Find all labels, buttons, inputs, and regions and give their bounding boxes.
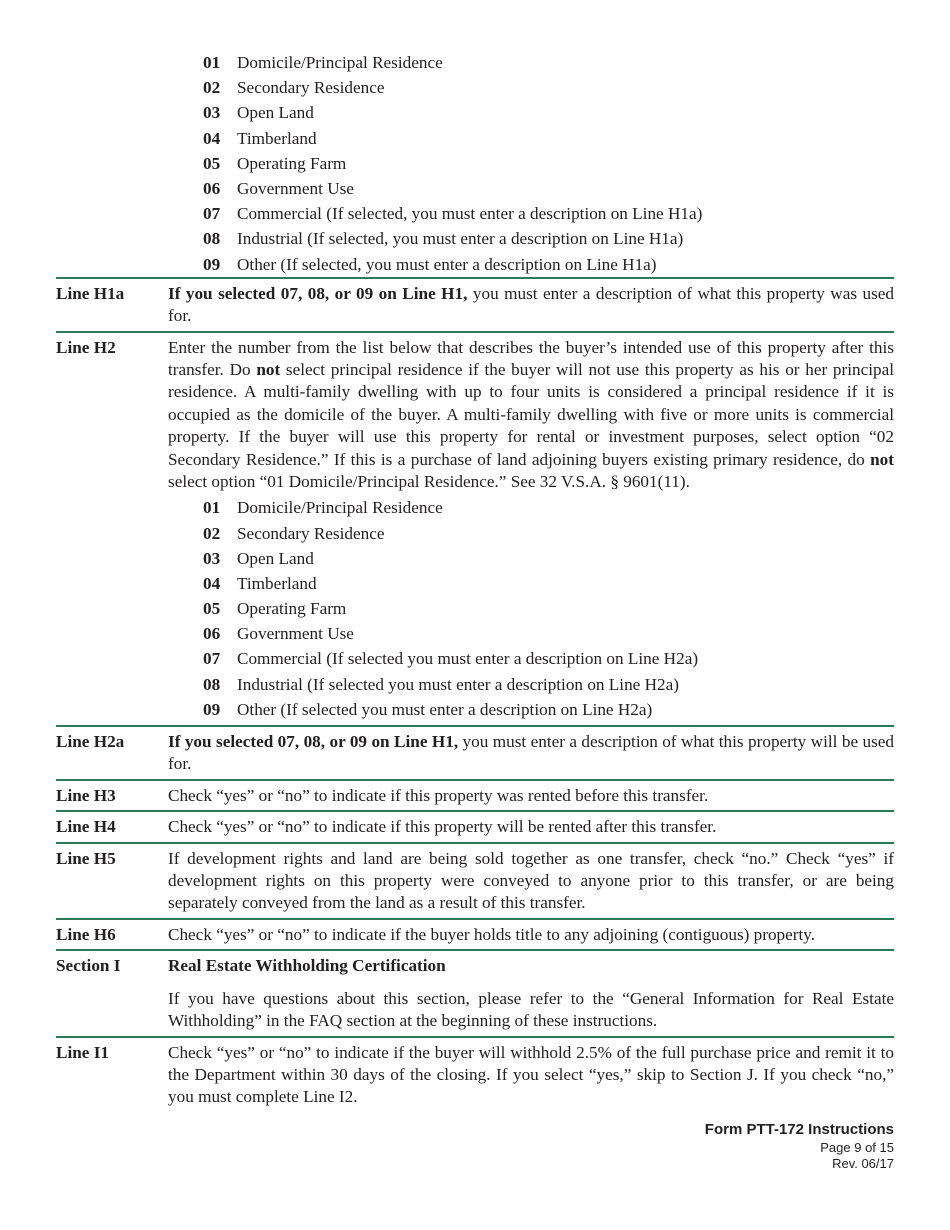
line-description: Check “yes” or “no” to indicate if this property will be rented after this transfer. — [168, 817, 717, 837]
section-text: If you have questions about this section, please refer to the “General Information for Real Estate Withholding” in the FAQ section at the beginning of these instructions. — [168, 988, 894, 1031]
revision: Rev. 06/17 — [832, 1156, 894, 1171]
section-label: Section I — [56, 956, 121, 976]
line-description — [168, 283, 894, 328]
list-item: 09 Other (If selected, you must enter a description on Line H1a) — [203, 254, 657, 274]
body-text: select principal residence if the buyer will not use this property as his or her principal residence. A multi-family dwelling with up to four units is considered a principal residence if it is occupied as the domicile of the buyer. A multi-family dwelling with five or more units is commercial property. If the buyer will use this property for rental or investment purposes, select option “02 Secondary Residence.” If this is a purchase of land adjoining buyers existing primary residence, do — [168, 359, 894, 469]
list-item: 08 Industrial (If selected, you must enter a description on Line H1a) — [203, 229, 684, 249]
line-label: Line H2a — [56, 732, 125, 752]
list-item: 02 Secondary Residence — [203, 523, 385, 543]
list-item: 09 Other (If selected you must enter a description on Line H2a) — [203, 699, 653, 719]
list-item: 05 Operating Farm — [203, 599, 347, 619]
bold-text: If you selected 07, 08, or 09 on Line H1, — [168, 732, 459, 752]
list-item: 05 Operating Farm — [203, 153, 347, 173]
body-text: you must enter a description of what this property was used for. — [168, 283, 895, 326]
list-item: 01 Domicile/Principal Residence — [203, 498, 443, 518]
body-text: select option “01 Domicile/Principal Residence.” See 32 V.S.A. § 9601(11). — [168, 471, 690, 491]
line-description — [168, 337, 894, 723]
section-title: Real Estate Withholding Certification — [168, 956, 446, 976]
page-number: Page 9 of 15 — [820, 1140, 894, 1155]
instructions-page — [56, 50, 894, 1112]
list-item: 04 Timberland — [203, 128, 317, 148]
bold-text: not — [870, 449, 894, 469]
bold-text: not — [256, 359, 281, 379]
line-h6 — [56, 918, 894, 949]
list-item: 06 Government Use — [203, 624, 354, 644]
line-label: Line H4 — [56, 817, 116, 837]
h1-use-list — [203, 50, 894, 277]
line-h3 — [56, 779, 894, 810]
line-description — [168, 731, 894, 776]
line-h2a — [56, 725, 894, 779]
list-item: 04 Timberland — [203, 573, 317, 593]
line-description: If development rights and land are being sold together as one transfer, check “no.” Check “yes” if development rights on this property were conveyed to anyone prior to this transfer, or are being separately conveyed from the land as a result of this transfer. — [168, 848, 894, 913]
list-item: 03 Open Land — [203, 548, 314, 568]
list-item: 07 Commercial (If selected you must enter a description on Line H2a) — [203, 649, 699, 669]
line-label: Line H1a — [56, 283, 125, 303]
list-item: 06 Government Use — [203, 178, 354, 198]
list-item: 01 Domicile/Principal Residence — [203, 53, 443, 72]
form-title: Form PTT-172 Instructions — [704, 1121, 894, 1138]
h2-use-list — [203, 495, 894, 722]
line-label: Line H6 — [56, 924, 116, 944]
page-footer — [705, 1120, 894, 1172]
line-description: Check “yes” or “no” to indicate if this property was rented before this transfer. — [168, 785, 709, 805]
section-i — [56, 949, 894, 1035]
line-h4 — [56, 810, 894, 841]
section-description — [168, 955, 894, 1032]
line-h2 — [56, 331, 894, 726]
list-item: 07 Commercial (If selected, you must enter a description on Line H1a) — [203, 204, 703, 224]
line-label: Line I1 — [56, 1042, 110, 1062]
line-label: Line H5 — [56, 848, 116, 868]
line-h1a — [56, 277, 894, 331]
line-description: Check “yes” or “no” to indicate if the buyer will withhold 2.5% of the full purchase price and remit it to the Department within 30 days of the closing. If you select “yes,” skip to Section J. If you check “no,” you must complete Line I2. — [168, 1042, 894, 1107]
body-text: Enter the number from the list below that describes the buyer’s intended use of this property after this transfer. Do — [168, 337, 894, 379]
list-item: 08 Industrial (If selected you must enter a description on Line H2a) — [203, 674, 679, 694]
bold-text: If you selected 07, 08, or 09 on Line H1, — [168, 283, 468, 303]
list-item: 02 Secondary Residence — [203, 78, 385, 98]
list-item: 03 Open Land — [203, 103, 314, 123]
line-h5 — [56, 842, 894, 918]
body-text: you must enter a description of what this property will be used for. — [168, 732, 894, 774]
line-description: Check “yes” or “no” to indicate if the buyer holds title to any adjoining (contiguous) property. — [168, 924, 816, 944]
line-label: Line H2 — [56, 337, 116, 357]
line-i1 — [56, 1036, 894, 1112]
line-label: Line H3 — [56, 785, 116, 805]
